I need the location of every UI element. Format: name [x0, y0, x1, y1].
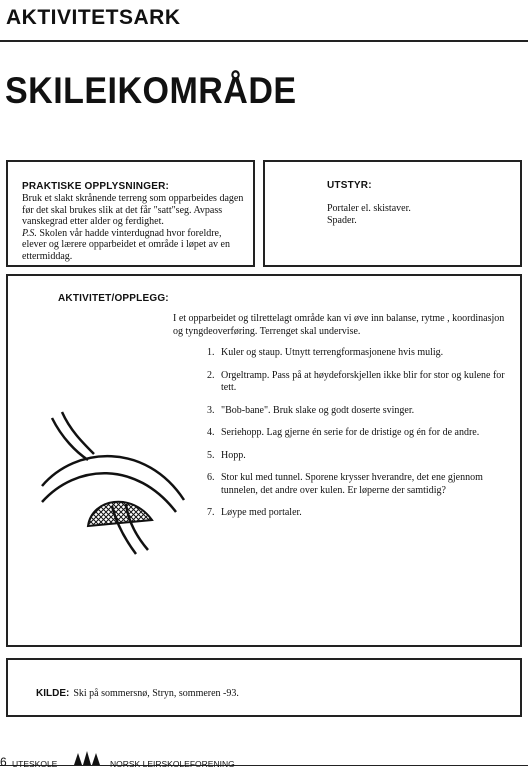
practical-line: før det skal brukes slik at det får "satt"seg. Avpass: [22, 204, 223, 216]
equipment-heading: UTSTYR:: [327, 180, 372, 191]
sheet-label: AKTIVITETSARK: [6, 6, 181, 29]
equipment-line: Portaler el. skistaver.: [327, 203, 411, 214]
item-text: Løype med portaler.: [221, 507, 302, 518]
hill-curve-outer: [42, 456, 184, 500]
page-number: 6: [0, 755, 7, 769]
equipment-box: [263, 160, 522, 267]
tunnel-illustration: [36, 402, 206, 562]
activity-box: [6, 274, 522, 647]
item-number: 5.: [207, 449, 215, 461]
intro-line: I et opparbeidet og tilrettelagt område kan vi øve inn balanse, rytme , koordinasjon: [173, 313, 505, 324]
list-item: [207, 507, 512, 520]
practical-ps-line: [22, 228, 254, 240]
item-text: Kuler og staup. Utnytt terrengformasjonene hvis mulig.: [221, 347, 444, 358]
practical-line: Bruk et slakt skrånende terreng som opparbeides dagen: [22, 193, 244, 204]
track-line-upper: [62, 412, 94, 454]
item-text: Seriehopp. Lag gjerne én serie for de dristige og én for de andre.: [221, 427, 480, 438]
activity-heading: AKTIVITET/OPPLEGG:: [58, 293, 169, 304]
item-text: Orgeltramp. Pass på at høydeforskjellen ikke blir for stor og kulene for: [221, 369, 505, 381]
ps-text: Skolen vår hadde vinterdugnad hvor foreldre,: [36, 227, 222, 239]
header-rule: [0, 40, 528, 42]
item-number: 4.: [207, 427, 215, 438]
footer-rule: [0, 765, 528, 766]
footer-left: UTESKOLE: [12, 759, 58, 769]
tunnel-opening: [88, 502, 152, 526]
item-text: tett.: [221, 382, 237, 393]
equipment-text: [327, 203, 411, 226]
source-text: Ski på sommersnø, Stryn, sommeren -93.: [73, 688, 239, 699]
page-title: SKILEIKOMRÅDE: [5, 70, 297, 111]
item-number: 7.: [207, 507, 215, 518]
trees-logo-icon: [72, 749, 102, 765]
list-item: [207, 427, 512, 440]
item-number: 6.: [207, 472, 215, 483]
item-number: 3.: [207, 404, 215, 416]
equipment-line: Spader.: [327, 214, 357, 226]
source-line: [36, 683, 239, 701]
footer-right: NORSK LEIRSKOLEFORENING: [110, 759, 235, 769]
practical-heading: PRAKTISKE OPPLYSNINGER:: [22, 181, 170, 192]
source-label: KILDE:: [36, 688, 70, 699]
practical-line: ettermiddag.: [22, 250, 73, 262]
practical-text: [22, 193, 254, 262]
list-item: [207, 472, 512, 497]
list-item: [207, 405, 512, 418]
practical-line: elever og lærere opparbeidet et område i løpet av en: [22, 239, 230, 250]
practical-line: vanskegrad etter alder og ferdighet.: [22, 216, 164, 227]
item-number: 2.: [207, 369, 215, 381]
list-item: [207, 347, 512, 360]
list-item: [207, 450, 512, 463]
item-number: 1.: [207, 347, 215, 358]
source-box: [6, 658, 522, 717]
activity-intro: [173, 312, 518, 338]
activity-list: [207, 347, 512, 530]
item-text: "Bob-bane". Bruk slake og godt doserte svinger.: [221, 404, 415, 416]
intro-line: og tyngdeoverføring. Terrenget skal undervise.: [173, 326, 361, 337]
item-text: tunnelen, det andre over kulen. Er løperne der samtidig?: [221, 484, 446, 496]
item-text: Stor kul med tunnel. Sporene krysser hverandre, det ene gjennom: [221, 472, 483, 483]
practical-info-box: [6, 160, 255, 267]
item-text: Hopp.: [221, 449, 246, 461]
list-item: [207, 370, 512, 395]
ps-label: P.S.: [22, 227, 37, 239]
